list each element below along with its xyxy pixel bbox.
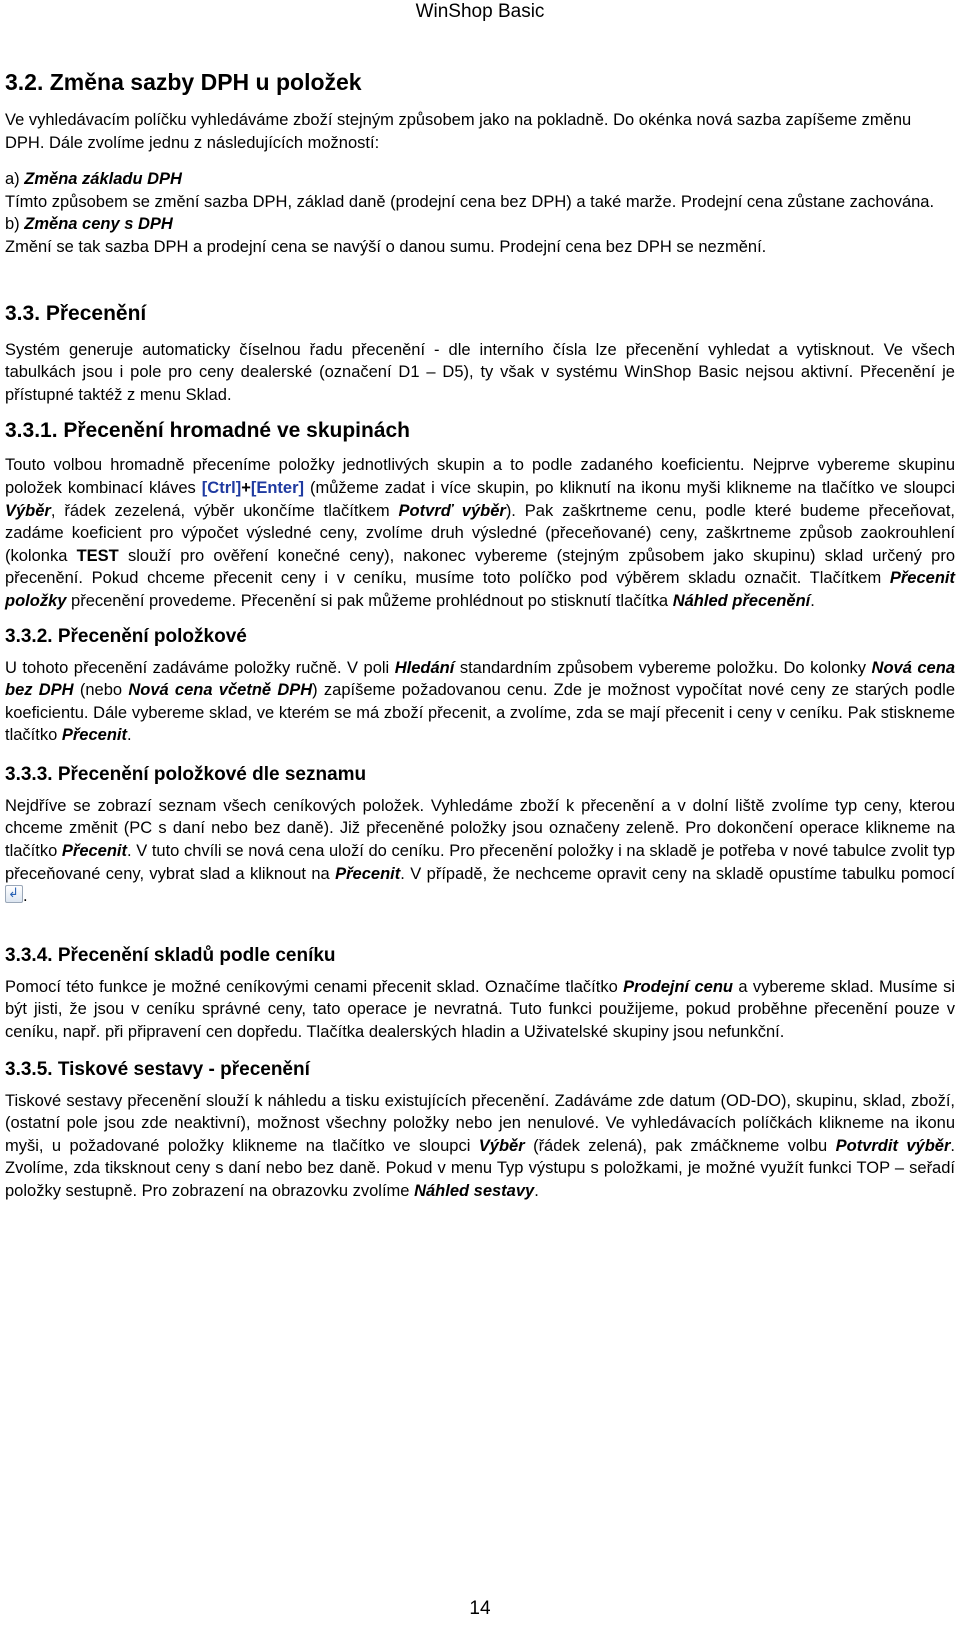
- potvrd-vyber-label: Potvrď výběr: [398, 501, 506, 520]
- precenit-label: Přecenit: [61, 842, 128, 861]
- text-run: .: [126, 726, 132, 745]
- text-run: Tiskové sestavy přecenění slouží k náhledu a tisku existujících přecenění. Zadáváme zde datum (OD-DO), skupinu, sklad, zboží, (ostatní pole jsou zde neaktivní), možnost všechny položky nebo jen nenulové. Ve vyhledávacích políčkách klikneme na ikonu myši, u požadované položky klikneme na tlačítko ve sloupci: [5, 1091, 955, 1155]
- text-run: .: [23, 887, 28, 906]
- test-label: TEST: [76, 546, 119, 565]
- option-b-text: Změní se tak sazba DPH a prodejní cena se navýší o danou sumu. Prodejní cena bez DPH se nezmění.: [5, 237, 767, 256]
- text-run: . V tuto chvíli se nová cena uloží do ceníku. Pro přecenění položky i na skladě je potřeba v nové tabulce zvolit typ přeceňované ceny, vybrat slad a kliknout na: [5, 842, 956, 883]
- text-run: a vybereme sklad. Musíme si být jisti, že jsou v ceníku správné ceny, tato operace je nevratná. Tuto funkci použijeme, pokud proběhne přecenění pouze v ceníku, např. při připravení cen dopředu. Tlačítka dealerských hladin a Uživatelské skupiny jsou nefunkční.: [5, 977, 955, 1042]
- text-run: .: [534, 1182, 539, 1200]
- text-run: . Zvolíme, zda tiksknout ceny s daní nebo bez daně. Pokud v menu Typ výstupu s položkami, je možné využít funkci TOP – seřadí položky sestupně. Pro zobrazení na obrazovku zvolíme: [5, 1136, 955, 1200]
- nova-cena-vcetne-dph-label: Nová cena včetně DPH: [128, 681, 313, 700]
- precenit-label: Přecenit: [335, 864, 401, 883]
- option-b-label: Změna ceny s DPH: [24, 215, 173, 234]
- text-run: Touto volbou hromadně přeceníme položky jednotlivých skupin a to podle zadaného koeficientu. Nejprve vybereme skupinu položek kombinací kláves: [5, 456, 955, 497]
- option-a-prefix: a): [5, 170, 25, 189]
- text-run: , řádek zezelená, výběr ukončíme tlačítkem: [50, 501, 399, 520]
- page-header: WinShop Basic: [415, 1, 545, 22]
- precenit-polozky-label: Přecenit položky: [5, 569, 955, 610]
- precenit-label: Přecenit: [61, 726, 127, 745]
- option-a-label: Změna základu DPH: [24, 170, 182, 189]
- option-a-text: Tímto způsobem se změní sazba DPH, základ daně (prodejní cena bez DPH) a také marže. Prodejní cena zůstane zachována.: [5, 192, 935, 211]
- section-3-3-5-text: [5, 1090, 955, 1203]
- potvrdit-vyber-label: Potvrdit výběr: [835, 1136, 951, 1155]
- text-run: slouží pro ověření konečné ceny), nakonec vybereme (stejným způsobem jako skupinu) sklad určený pro přecenění. Pokud chceme přecenit ceny i v ceníku, musíme toto políčko pod výběrem skladu označit. Tlačítkem: [5, 546, 955, 588]
- section-3-3-1-heading: 3.3.1. Přecenění hromadné ve skupinách: [5, 419, 410, 443]
- text-run: (můžeme zadat i více skupin, po kliknutí na ikonu myši klikneme na tlačítko ve sloupci: [304, 478, 955, 497]
- page-content: [5, 68, 955, 1203]
- text-run: Nejdříve se zobrazí seznam všech ceníkových položek. Vyhledáme zboží k přecenění a v dolní liště zvolíme typ ceny, kterou chceme změnit (PC s daní nebo bez daně). Již přeceněné položky jsou označeny zeleně. Pro dokončení operace klikneme na tlačítko: [5, 796, 955, 861]
- text-run: U tohoto přecenění zadáváme položky ručně. V poli: [5, 658, 395, 677]
- vyber-label: Výběr: [478, 1136, 525, 1155]
- text-run: standardním způsobem vybereme položku. Do kolonky: [454, 658, 872, 677]
- option-b-title: [5, 213, 955, 236]
- text-run: (nebo: [73, 681, 129, 700]
- text-run: Pomocí této funkce je možné ceníkovými cenami přecenit sklad. Označíme tlačítko: [5, 977, 624, 996]
- option-b-prefix: b): [5, 215, 25, 234]
- enter-key-label: [Enter]: [250, 478, 305, 497]
- section-3-3-text: Systém generuje automaticky číselnou řadu přecenění - dle interního čísla lze přecenění vyhledat a vytisknout. Ve všech tabulkách jsou i pole pro ceny dealerské (označení D1 – D5), ty však v systému WinShop Basic nejsou aktivní. Přecenění je přístupné taktéž z menu Sklad.: [5, 340, 955, 404]
- text-run: ). Pak zaškrtneme cenu, podle které budeme přeceňovat, zadáme koeficient pro výpočet výsledné ceny, zvolíme druh výsledné (přeceňované) ceny, zaškrtneme způsob zaokrouhlení (kolonka: [5, 501, 955, 565]
- text-run: přecenění provedeme. Přecenění si pak můžeme prohlédnout po stisknutí tlačítka: [66, 591, 673, 610]
- plus-sign: +: [241, 478, 251, 497]
- vyber-label: Výběr: [5, 501, 51, 520]
- section-3-3-4-heading: 3.3.4. Přecenění skladů podle ceníku: [5, 944, 336, 966]
- section-3-3-2-text: [5, 657, 955, 747]
- return-arrow-icon: [5, 885, 23, 903]
- section-3-2-intro: Ve vyhledávacím políčku vyhledáváme zboží stejným způsobem jako na pokladně. Do okénka nová sazba zapíšeme změnu DPH. Dále zvolíme jednu z následujících možností:: [5, 111, 912, 152]
- section-3-3-3-heading: 3.3.3. Přecenění položkové dle seznamu: [5, 763, 367, 785]
- nahled-preceneni-label: Náhled přecenění: [672, 591, 811, 610]
- ctrl-key-label: [Ctrl]: [201, 478, 242, 497]
- section-3-3-2-heading: 3.3.2. Přecenění položkové: [5, 625, 247, 647]
- text-run: ) zapíšeme požadovanou cenu. Zde je možnost vypočítat nové ceny ze starých podle koeficientu. Dále vybereme sklad, ve kterém se má zboží přecenit, a zvolíme, zda se mají přecenit i ceny v ceníku. Pak stiskneme tlačítko: [5, 681, 955, 745]
- page-number: 14: [469, 1598, 491, 1619]
- section-3-3-4-text: [5, 976, 955, 1044]
- section-3-2-heading: 3.2. Změna sazby DPH u položek: [5, 69, 362, 95]
- hledani-label: Hledání: [394, 658, 455, 677]
- nova-cena-bez-dph-label: Nová cena bez DPH: [5, 658, 955, 700]
- text-run: . V případě, že nechceme opravit ceny na skladě opustíme tabulku pomocí: [400, 864, 955, 883]
- section-3-3-heading: 3.3. Přecenění: [5, 301, 147, 325]
- section-3-3-1-text: [5, 454, 955, 612]
- option-a-title: [5, 168, 955, 191]
- prodejni-cenu-label: Prodejní cenu: [623, 977, 733, 996]
- nahled-sestavy-label: Náhled sestavy: [414, 1182, 535, 1200]
- section-3-3-3-text: [5, 795, 955, 908]
- text-run: (řádek zelená), pak zmáčkneme volbu: [524, 1136, 836, 1155]
- section-3-3-5-heading: 3.3.5. Tiskové sestavy - přecenění: [5, 1058, 310, 1080]
- text-run: .: [810, 591, 815, 610]
